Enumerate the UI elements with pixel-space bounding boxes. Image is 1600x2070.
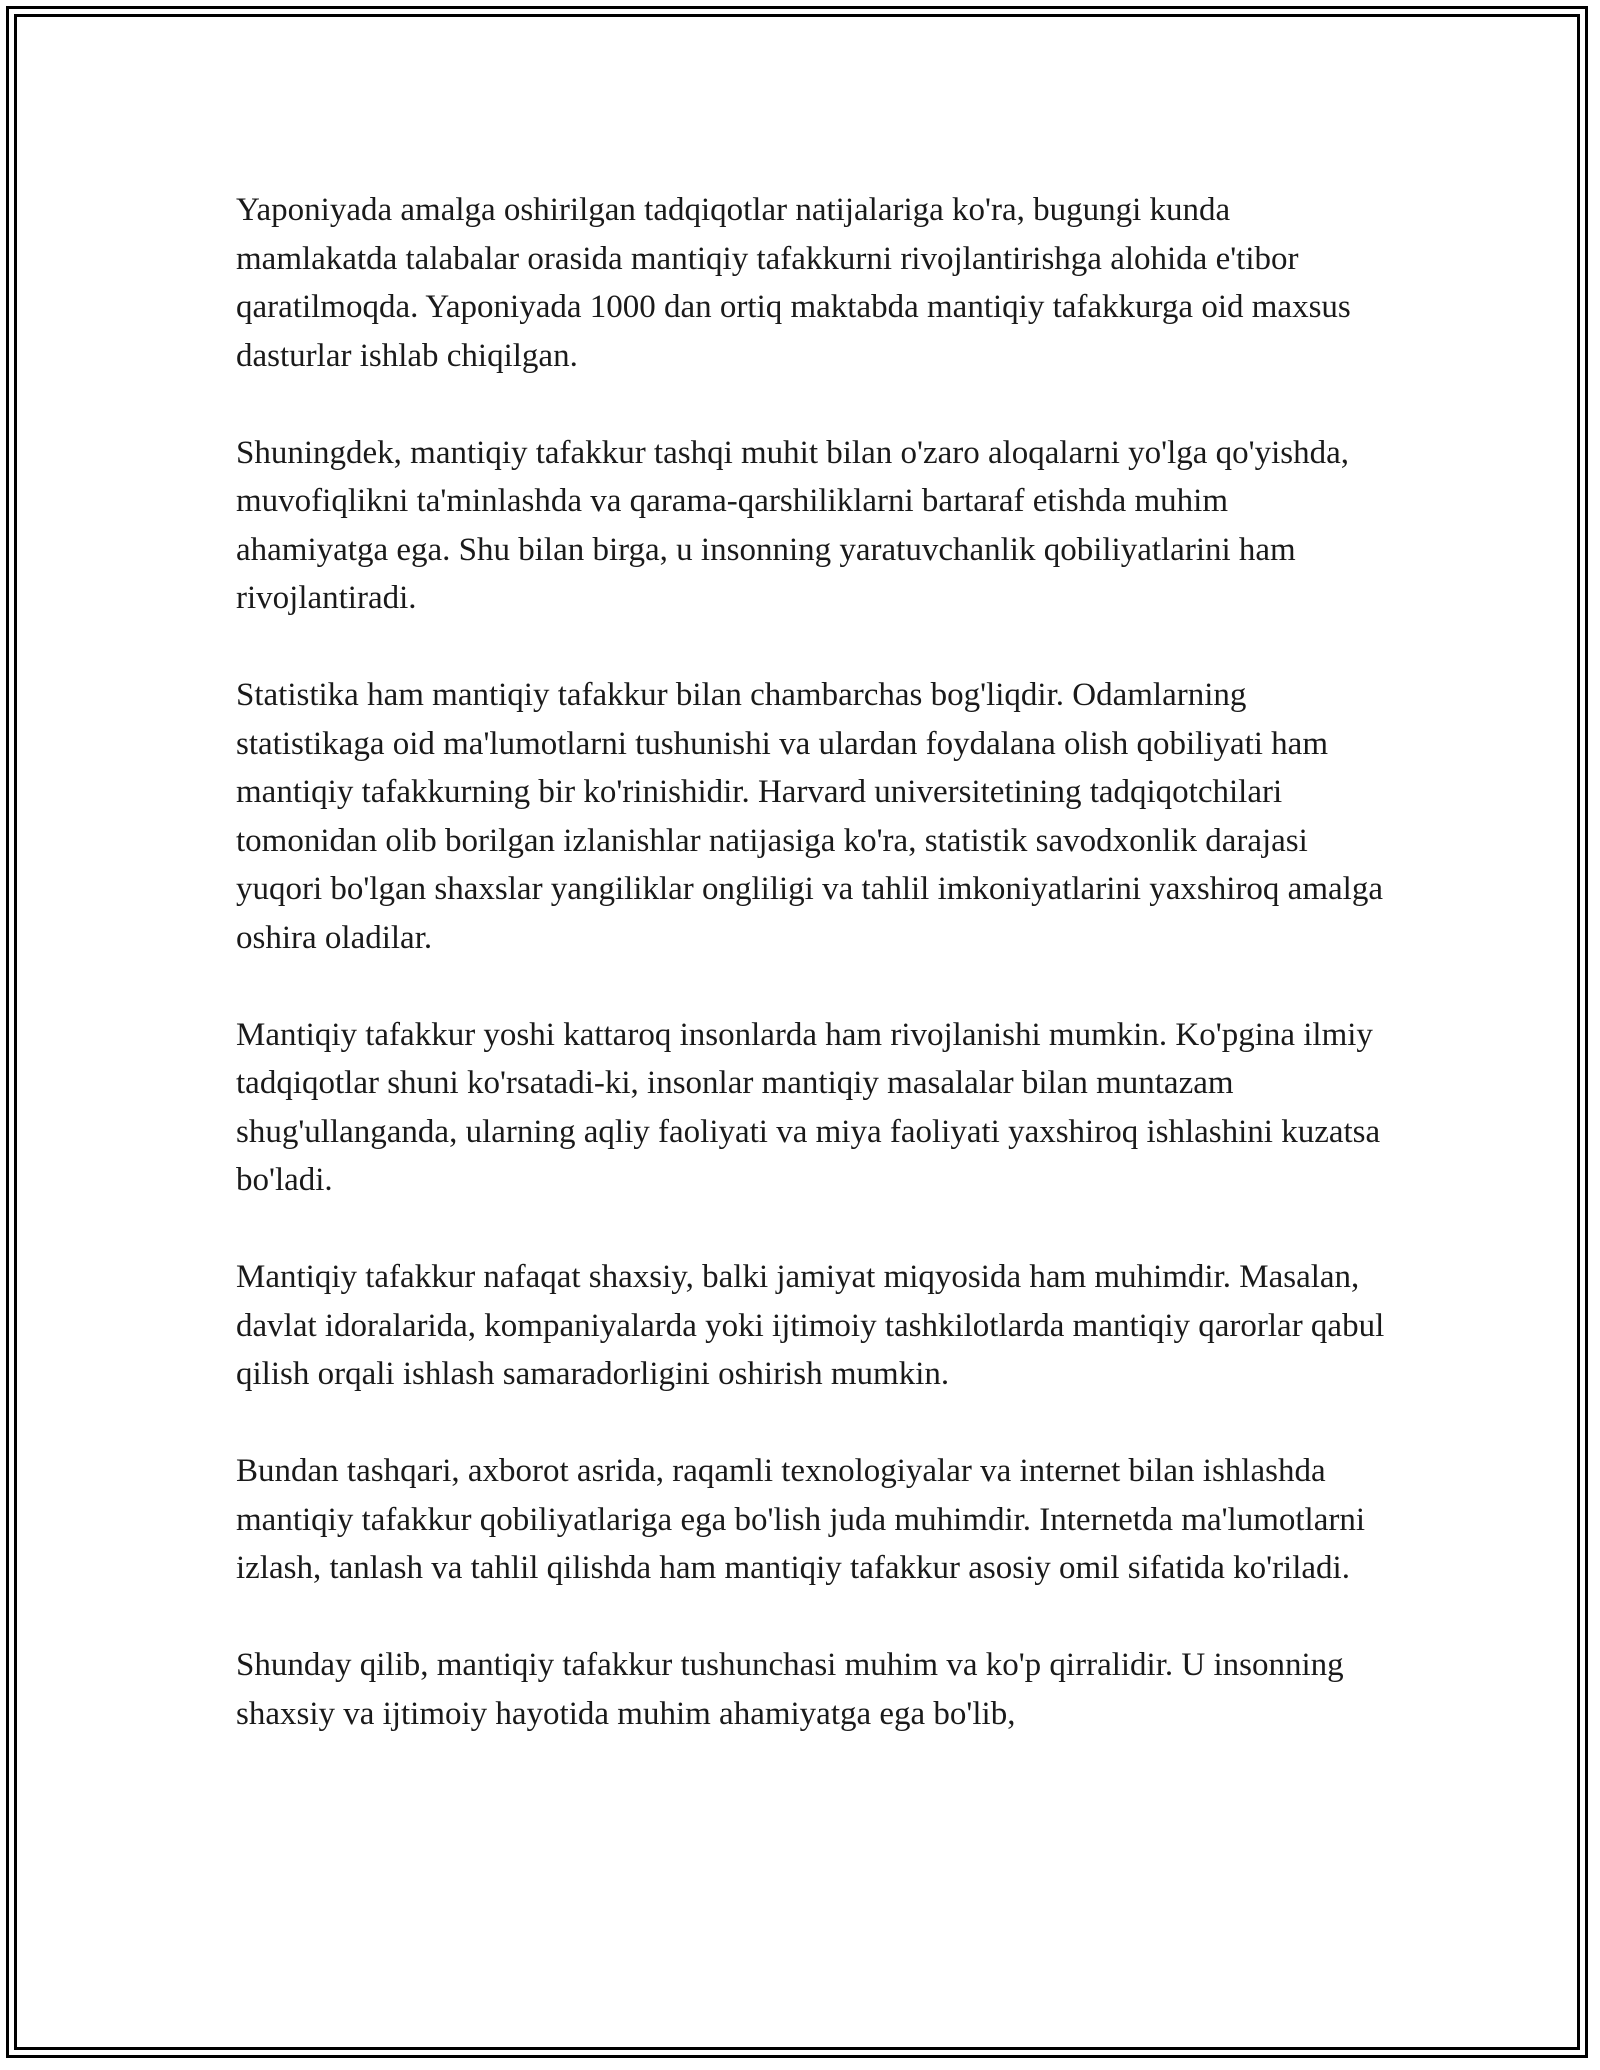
paragraph-3: Statistika ham mantiqiy tafakkur bilan chambarchas bog'liqdir. Odamlarning statistikaga oid ma'lumotlarni tushunishi va ulardan foydalana olish qobiliyati ham mantiqiy tafakkurning bir ko'rinishidir. Harvard universitetining tadqiqotchilari tomonidan olib borilgan izlanishlar natijasiga ko'ra, statistik savodxonlik darajasi yuqori bo'lgan shaxslar yangiliklar ongliligi va tahlil imkoniyatlarini yaxshiroq amalga oshira oladilar. [236,677,1383,956]
paragraph-2: Shuningdek, mantiqiy tafakkur tashqi muhit bilan o'zaro aloqalarni yo'lga qo'yishda, muvofiqlikni ta'minlashda va qarama-qarshiliklarni bartaraf etishda muhim ahamiyatga ega. Shu bilan birga, u insonning yaratuvchanlik qobiliyatlarini ham rivojlantiradi. [236,434,1350,616]
document-body [236,186,1386,1787]
paragraph-4: Mantiqiy tafakkur yoshi kattaroq insonlarda ham rivojlanishi mumkin. Ko'pgina ilmiy tadqiqotlar shuni ko'rsatadi-ki, insonlar mantiqiy masalalar bilan muntazam shug'ullanganda, ularning aqliy faoliyati va miya faoliyati yaxshiroq ishlashini kuzatsa bo'ladi. [236,1016,1381,1198]
paragraph-1: Yaponiyada amalga oshirilgan tadqiqotlar natijalariga ko'ra, bugungi kunda mamlakatda talabalar orasida mantiqiy tafakkurni rivojlantirishga alohida e'tibor qaratilmoqda. Yaponiyada 1000 dan ortiq maktabda mantiqiy tafakkurga oid maxsus dasturlar ishlab chiqilgan. [236,192,1351,374]
paragraph-6: Bundan tashqari, axborot asrida, raqamli texnologiyalar va internet bilan ishlashda mantiqiy tafakkur qobiliyatlariga ega bo'lish juda muhimdir. Internetda ma'lumotlarni izlash, tanlash va tahlil qilishda ham mantiqiy tafakkur asosiy omil sifatida ko'riladi. [236,1453,1366,1586]
paragraph-5: Mantiqiy tafakkur nafaqat shaxsiy, balki jamiyat miqyosida ham muhimdir. Masalan, davlat idoralarida, kompaniyalarda yoki ijtimoiy tashkilotlarda mantiqiy qarorlar qabul qilish orqali ishlash samaradorligini oshirish mumkin. [236,1259,1385,1392]
paragraph-7: Shunday qilib, mantiqiy tafakkur tushunchasi muhim va ko'p qirralidir. U insonning shaxsiy va ijtimoiy hayotida muhim ahamiyatga ega bo'lib, [236,1647,1344,1732]
